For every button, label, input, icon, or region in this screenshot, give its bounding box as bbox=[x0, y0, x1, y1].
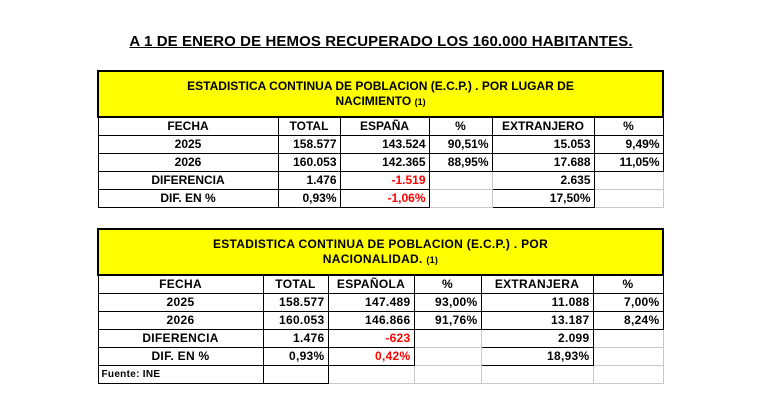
table2-header-row bbox=[98, 275, 663, 294]
table2-cell-extranjera: 13.187 bbox=[481, 312, 593, 330]
table2-cell-pct bbox=[414, 330, 481, 348]
table2-title-line2: NACIONALIDAD. bbox=[322, 251, 423, 266]
table-lugar-nacimiento bbox=[97, 70, 664, 208]
table-row bbox=[98, 190, 663, 208]
table1-header-pct: % bbox=[429, 117, 492, 136]
table2-title bbox=[98, 229, 663, 275]
table2-cell-pct-ext bbox=[593, 330, 663, 348]
table2-header-fecha: FECHA bbox=[98, 275, 263, 294]
table1-cell-pct bbox=[429, 172, 492, 190]
table1-title-note: (1) bbox=[414, 96, 426, 107]
table1-cell-pct bbox=[429, 190, 492, 208]
table2-header-total: TOTAL bbox=[263, 275, 328, 294]
table2-cell-espanola: -623 bbox=[328, 330, 414, 348]
table2-cell-total: 160.053 bbox=[263, 312, 328, 330]
table2-cell-fecha: 2026 bbox=[98, 312, 263, 330]
table2-cell-espanola: 0,42% bbox=[328, 348, 414, 366]
table2-cell-pct-ext: 8,24% bbox=[593, 312, 663, 330]
table-row bbox=[98, 312, 663, 330]
table1-cell-espana: 143.524 bbox=[340, 136, 429, 154]
table-row bbox=[98, 348, 663, 366]
table1-cell-pct-ext: 11,05% bbox=[594, 154, 663, 172]
table1-cell-total: 160.053 bbox=[278, 154, 340, 172]
table2-cell-total: 1.476 bbox=[263, 330, 328, 348]
table1-cell-total: 158.577 bbox=[278, 136, 340, 154]
table2-cell-extranjera: 11.088 bbox=[481, 294, 593, 312]
table-nacionalidad bbox=[97, 228, 664, 384]
table2-header-pct-ext: % bbox=[593, 275, 663, 294]
table2-cell-pct bbox=[414, 348, 481, 366]
table2-title-line1: ESTADISTICA CONTINUA DE POBLACION (E.C.P.) . POR bbox=[212, 236, 549, 251]
table2-empty-cell bbox=[593, 366, 663, 384]
table2-header-espanola: ESPAÑOLA bbox=[328, 275, 414, 294]
table-row bbox=[98, 294, 663, 312]
table-row bbox=[98, 172, 663, 190]
table2-cell-total: 158.577 bbox=[263, 294, 328, 312]
table2-cell-fecha: 2025 bbox=[98, 294, 263, 312]
table1-cell-pct: 90,51% bbox=[429, 136, 492, 154]
table2-empty-cell bbox=[481, 366, 593, 384]
table1-cell-espana: -1.519 bbox=[340, 172, 429, 190]
page-headline: A 1 DE ENERO DE HEMOS RECUPERADO LOS 160.000 HABITANTES. bbox=[129, 33, 633, 50]
table2-empty-cell bbox=[328, 366, 414, 384]
table1-header-total: TOTAL bbox=[278, 117, 340, 136]
table1-title bbox=[98, 71, 663, 117]
table1-cell-total: 1.476 bbox=[278, 172, 340, 190]
table1-cell-pct: 88,95% bbox=[429, 154, 492, 172]
source-note: Fuente: INE bbox=[98, 366, 263, 384]
table-row bbox=[98, 330, 663, 348]
table2-title-note: (1) bbox=[426, 254, 439, 265]
table2-cell-total: 0,93% bbox=[263, 348, 328, 366]
table1-cell-fecha: 2026 bbox=[98, 154, 278, 172]
table2-cell-pct: 93,00% bbox=[414, 294, 481, 312]
table1-header-fecha: FECHA bbox=[98, 117, 278, 136]
table1-cell-extranjero: 17,50% bbox=[492, 190, 594, 208]
table2-empty-cell bbox=[414, 366, 481, 384]
table1-header-extranjero: EXTRANJERO bbox=[492, 117, 594, 136]
table-row bbox=[98, 136, 663, 154]
table1-cell-fecha: DIFERENCIA bbox=[98, 172, 278, 190]
table1-cell-espana: 142.365 bbox=[340, 154, 429, 172]
table1-cell-fecha: DIF. EN % bbox=[98, 190, 278, 208]
table2-cell-fecha: DIF. EN % bbox=[98, 348, 263, 366]
table1-title-line2: NACIMIENTO bbox=[335, 93, 412, 108]
table2-cell-pct: 91,76% bbox=[414, 312, 481, 330]
table2-cell-espanola: 146.866 bbox=[328, 312, 414, 330]
table1-header-row bbox=[98, 117, 663, 136]
table2-cell-extranjera: 2.099 bbox=[481, 330, 593, 348]
table1-cell-extranjero: 15.053 bbox=[492, 136, 594, 154]
table2-source-row bbox=[98, 366, 663, 384]
table1-cell-fecha: 2025 bbox=[98, 136, 278, 154]
table1-cell-extranjero: 17.688 bbox=[492, 154, 594, 172]
table2-header-pct: % bbox=[414, 275, 481, 294]
table1-cell-pct-ext bbox=[594, 172, 663, 190]
table1-cell-total: 0,93% bbox=[278, 190, 340, 208]
table1-cell-extranjero: 2.635 bbox=[492, 172, 594, 190]
table1-header-espana: ESPAÑA bbox=[340, 117, 429, 136]
table1-header-pct-ext: % bbox=[594, 117, 663, 136]
table2-cell-pct-ext: 7,00% bbox=[593, 294, 663, 312]
table1-cell-pct-ext: 9,49% bbox=[594, 136, 663, 154]
table-row bbox=[98, 154, 663, 172]
table2-cell-pct-ext bbox=[593, 348, 663, 366]
table2-header-extranjera: EXTRANJERA bbox=[481, 275, 593, 294]
table2-cell-extranjera: 18,93% bbox=[481, 348, 593, 366]
table2-cell-fecha: DIFERENCIA bbox=[98, 330, 263, 348]
table1-title-line1: ESTADISTICA CONTINUA DE POBLACION (E.C.P.) . POR LUGAR DE bbox=[187, 78, 574, 93]
table1-cell-pct-ext bbox=[594, 190, 663, 208]
table2-cell-espanola: 147.489 bbox=[328, 294, 414, 312]
table2-empty-cell bbox=[263, 366, 328, 384]
table1-cell-espana: -1,06% bbox=[340, 190, 429, 208]
